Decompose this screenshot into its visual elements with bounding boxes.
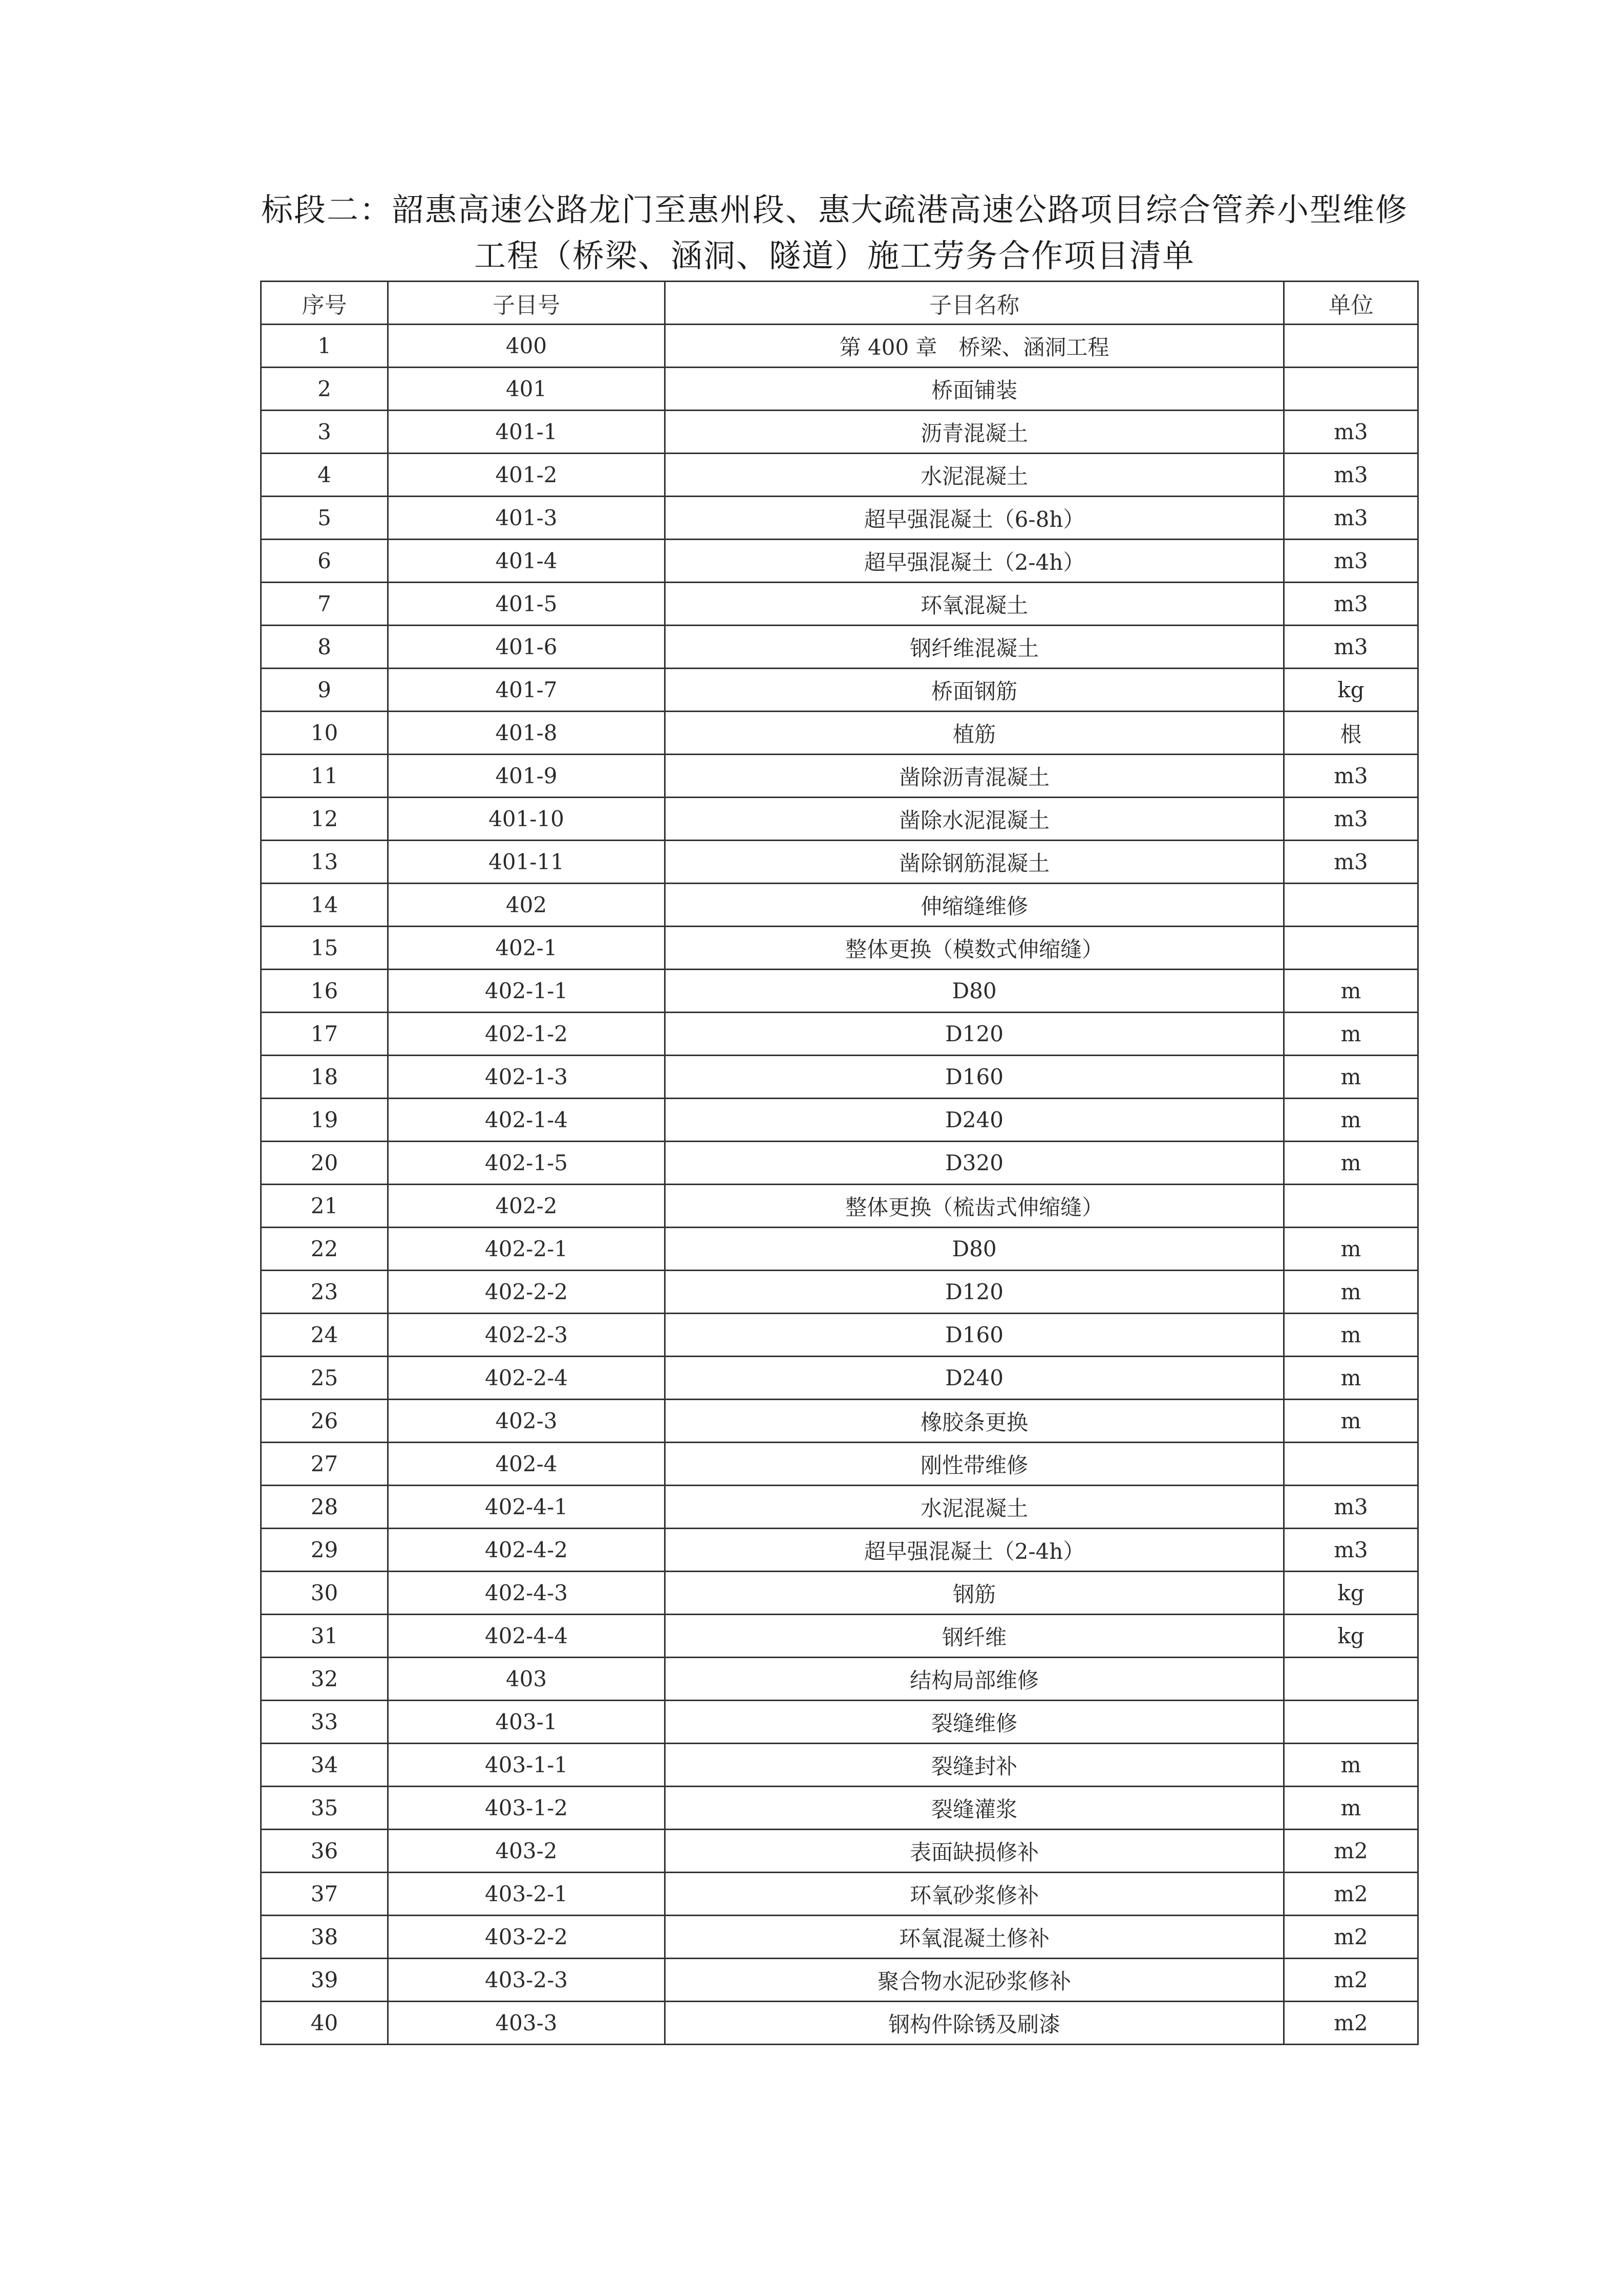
- cell-name: 裂缝封补: [665, 1744, 1284, 1787]
- table-row: [261, 1443, 1418, 1486]
- cell-code: 401-8: [388, 712, 665, 755]
- cell-seq: 17: [261, 1013, 388, 1056]
- cell-name: D80: [665, 1228, 1284, 1271]
- cell-code: 402-1-4: [388, 1099, 665, 1142]
- cell-unit: [1284, 1443, 1418, 1486]
- cell-seq: 2: [261, 368, 388, 411]
- table-row: [261, 841, 1418, 884]
- cell-name: 环氧混凝土: [665, 583, 1284, 626]
- cell-code: 401-9: [388, 755, 665, 798]
- table-row: [261, 1787, 1418, 1830]
- cell-seq: 21: [261, 1185, 388, 1228]
- cell-name: 裂缝灌浆: [665, 1787, 1284, 1830]
- cell-unit: kg: [1284, 1615, 1418, 1658]
- cell-unit: [1284, 884, 1418, 927]
- cell-code: 403-1: [388, 1701, 665, 1744]
- cell-unit: m3: [1284, 755, 1418, 798]
- cell-unit: m3: [1284, 497, 1418, 540]
- cell-name: D160: [665, 1314, 1284, 1357]
- cell-seq: 37: [261, 1873, 388, 1916]
- cell-unit: m: [1284, 1314, 1418, 1357]
- cell-seq: 7: [261, 583, 388, 626]
- table-row: [261, 497, 1418, 540]
- cell-name: 第 400 章 桥梁、涵洞工程: [665, 325, 1284, 368]
- table-row: [261, 1314, 1418, 1357]
- cell-name: 植筋: [665, 712, 1284, 755]
- table-row: [261, 1486, 1418, 1529]
- cell-unit: [1284, 1701, 1418, 1744]
- table-row: [261, 454, 1418, 497]
- cell-name: 刚性带维修: [665, 1443, 1284, 1486]
- cell-seq: 31: [261, 1615, 388, 1658]
- cell-unit: m3: [1284, 540, 1418, 583]
- cell-unit: m3: [1284, 583, 1418, 626]
- cell-unit: [1284, 325, 1418, 368]
- cell-unit: [1284, 1185, 1418, 1228]
- table-row: [261, 1701, 1418, 1744]
- cell-code: 400: [388, 325, 665, 368]
- cell-seq: 27: [261, 1443, 388, 1486]
- cell-unit: kg: [1284, 1572, 1418, 1615]
- cell-name: 凿除钢筋混凝土: [665, 841, 1284, 884]
- cell-unit: m2: [1284, 1873, 1418, 1916]
- cell-code: 402-1: [388, 927, 665, 970]
- cell-unit: [1284, 368, 1418, 411]
- cell-unit: m3: [1284, 411, 1418, 454]
- page-title: [241, 187, 1428, 279]
- cell-code: 402-2: [388, 1185, 665, 1228]
- cell-unit: m2: [1284, 2002, 1418, 2045]
- table-header: [261, 282, 1418, 325]
- table-row: [261, 1658, 1418, 1701]
- cell-seq: 40: [261, 2002, 388, 2045]
- table-row: [261, 583, 1418, 626]
- cell-unit: m: [1284, 970, 1418, 1013]
- cell-code: 403-1-2: [388, 1787, 665, 1830]
- cell-name: 整体更换（梳齿式伸缩缝）: [665, 1185, 1284, 1228]
- cell-unit: m2: [1284, 1830, 1418, 1873]
- table-row: [261, 1830, 1418, 1873]
- cell-code: 402-4: [388, 1443, 665, 1486]
- cell-seq: 3: [261, 411, 388, 454]
- cell-name: 钢纤维: [665, 1615, 1284, 1658]
- cell-name: 环氧混凝土修补: [665, 1916, 1284, 1959]
- cell-seq: 20: [261, 1142, 388, 1185]
- cell-name: 凿除沥青混凝土: [665, 755, 1284, 798]
- cell-code: 402-1-2: [388, 1013, 665, 1056]
- cell-code: 403-1-1: [388, 1744, 665, 1787]
- cell-code: 402-1-1: [388, 970, 665, 1013]
- cell-name: 钢筋: [665, 1572, 1284, 1615]
- cell-code: 402-2-2: [388, 1271, 665, 1314]
- table-row: [261, 1357, 1418, 1400]
- header-name: 子目名称: [665, 282, 1284, 325]
- cell-seq: 28: [261, 1486, 388, 1529]
- cell-unit: m: [1284, 1787, 1418, 1830]
- cell-unit: m: [1284, 1400, 1418, 1443]
- cell-name: 聚合物水泥砂浆修补: [665, 1959, 1284, 2002]
- cell-code: 402: [388, 884, 665, 927]
- table-row: [261, 1013, 1418, 1056]
- cell-unit: m: [1284, 1357, 1418, 1400]
- cell-seq: 30: [261, 1572, 388, 1615]
- cell-seq: 24: [261, 1314, 388, 1357]
- cell-name: 桥面铺装: [665, 368, 1284, 411]
- cell-code: 402-4-4: [388, 1615, 665, 1658]
- table-row: [261, 1185, 1418, 1228]
- table-row: [261, 1228, 1418, 1271]
- cell-unit: m3: [1284, 1529, 1418, 1572]
- cell-name: 超早强混凝土（6-8h）: [665, 497, 1284, 540]
- cell-code: 401-1: [388, 411, 665, 454]
- cell-name: 裂缝维修: [665, 1701, 1284, 1744]
- table-row: [261, 1744, 1418, 1787]
- cell-seq: 15: [261, 927, 388, 970]
- table-row: [261, 1572, 1418, 1615]
- cell-name: D240: [665, 1099, 1284, 1142]
- cell-unit: m3: [1284, 798, 1418, 841]
- cell-unit: m2: [1284, 1916, 1418, 1959]
- table-row: [261, 368, 1418, 411]
- header-unit: 单位: [1284, 282, 1418, 325]
- table-row: [261, 884, 1418, 927]
- page-title-line-1: 标段二：韶惠高速公路龙门至惠州段、惠大疏港高速公路项目综合管养小型维修: [261, 191, 1408, 228]
- cell-name: 伸缩缝维修: [665, 884, 1284, 927]
- cell-code: 403-3: [388, 2002, 665, 2045]
- cell-code: 402-2-4: [388, 1357, 665, 1400]
- cell-code: 402-2-1: [388, 1228, 665, 1271]
- cell-code: 402-4-3: [388, 1572, 665, 1615]
- table-row: [261, 1056, 1418, 1099]
- table-row: [261, 411, 1418, 454]
- cell-name: 水泥混凝土: [665, 454, 1284, 497]
- cell-unit: [1284, 927, 1418, 970]
- table-row: [261, 1271, 1418, 1314]
- cell-unit: m3: [1284, 454, 1418, 497]
- cell-seq: 29: [261, 1529, 388, 1572]
- cell-unit: m: [1284, 1056, 1418, 1099]
- item-list-table: [260, 281, 1419, 2045]
- table-row: [261, 1615, 1418, 1658]
- cell-seq: 38: [261, 1916, 388, 1959]
- cell-seq: 4: [261, 454, 388, 497]
- cell-unit: m: [1284, 1099, 1418, 1142]
- cell-seq: 6: [261, 540, 388, 583]
- cell-seq: 8: [261, 626, 388, 669]
- cell-seq: 1: [261, 325, 388, 368]
- cell-seq: 33: [261, 1701, 388, 1744]
- header-seq: 序号: [261, 282, 388, 325]
- cell-seq: 39: [261, 1959, 388, 2002]
- cell-name: 橡胶条更换: [665, 1400, 1284, 1443]
- cell-seq: 14: [261, 884, 388, 927]
- cell-seq: 10: [261, 712, 388, 755]
- cell-name: D240: [665, 1357, 1284, 1400]
- cell-seq: 26: [261, 1400, 388, 1443]
- cell-unit: m3: [1284, 1486, 1418, 1529]
- cell-seq: 32: [261, 1658, 388, 1701]
- cell-code: 401-2: [388, 454, 665, 497]
- cell-code: 402-4-2: [388, 1529, 665, 1572]
- table-row: [261, 798, 1418, 841]
- cell-seq: 18: [261, 1056, 388, 1099]
- cell-code: 401-5: [388, 583, 665, 626]
- cell-unit: m: [1284, 1744, 1418, 1787]
- cell-unit: m: [1284, 1142, 1418, 1185]
- cell-code: 401: [388, 368, 665, 411]
- cell-seq: 19: [261, 1099, 388, 1142]
- cell-code: 402-1-3: [388, 1056, 665, 1099]
- cell-name: 环氧砂浆修补: [665, 1873, 1284, 1916]
- table-row: [261, 325, 1418, 368]
- table-row: [261, 540, 1418, 583]
- cell-name: 凿除水泥混凝土: [665, 798, 1284, 841]
- cell-unit: 根: [1284, 712, 1418, 755]
- cell-code: 401-4: [388, 540, 665, 583]
- cell-name: D120: [665, 1271, 1284, 1314]
- cell-code: 402-4-1: [388, 1486, 665, 1529]
- cell-name: 超早强混凝土（2-4h）: [665, 540, 1284, 583]
- cell-code: 403-2-1: [388, 1873, 665, 1916]
- table-header-row: [261, 282, 1418, 325]
- cell-name: D160: [665, 1056, 1284, 1099]
- page-title-line-2: 工程（桥梁、涵洞、隧道）施工劳务合作项目清单: [474, 237, 1195, 274]
- table-row: [261, 2002, 1418, 2045]
- cell-seq: 23: [261, 1271, 388, 1314]
- cell-unit: m: [1284, 1013, 1418, 1056]
- cell-name: 超早强混凝土（2-4h）: [665, 1529, 1284, 1572]
- cell-name: 沥青混凝土: [665, 411, 1284, 454]
- cell-name: 结构局部维修: [665, 1658, 1284, 1701]
- cell-seq: 16: [261, 970, 388, 1013]
- cell-unit: m3: [1284, 841, 1418, 884]
- cell-code: 401-6: [388, 626, 665, 669]
- item-list-table-container: [260, 281, 1417, 2045]
- table-row: [261, 626, 1418, 669]
- cell-code: 402-2-3: [388, 1314, 665, 1357]
- cell-code: 401-10: [388, 798, 665, 841]
- cell-name: 整体更换（模数式伸缩缝）: [665, 927, 1284, 970]
- cell-code: 401-11: [388, 841, 665, 884]
- cell-code: 402-1-5: [388, 1142, 665, 1185]
- cell-unit: [1284, 1658, 1418, 1701]
- cell-code: 403-2-3: [388, 1959, 665, 2002]
- cell-seq: 5: [261, 497, 388, 540]
- table-row: [261, 712, 1418, 755]
- cell-name: 水泥混凝土: [665, 1486, 1284, 1529]
- table-row: [261, 1529, 1418, 1572]
- table-row: [261, 970, 1418, 1013]
- cell-code: 402-3: [388, 1400, 665, 1443]
- cell-unit: m3: [1284, 626, 1418, 669]
- cell-name: 钢纤维混凝土: [665, 626, 1284, 669]
- cell-unit: kg: [1284, 669, 1418, 712]
- table-row: [261, 1959, 1418, 2002]
- cell-code: 403: [388, 1658, 665, 1701]
- cell-seq: 36: [261, 1830, 388, 1873]
- cell-unit: m2: [1284, 1959, 1418, 2002]
- cell-seq: 25: [261, 1357, 388, 1400]
- table-row: [261, 1873, 1418, 1916]
- table-row: [261, 927, 1418, 970]
- cell-unit: m: [1284, 1228, 1418, 1271]
- cell-seq: 34: [261, 1744, 388, 1787]
- header-code: 子目号: [388, 282, 665, 325]
- cell-seq: 12: [261, 798, 388, 841]
- cell-unit: m: [1284, 1271, 1418, 1314]
- cell-name: 表面缺损修补: [665, 1830, 1284, 1873]
- cell-code: 401-7: [388, 669, 665, 712]
- table-row: [261, 1916, 1418, 1959]
- cell-code: 403-2: [388, 1830, 665, 1873]
- cell-seq: 35: [261, 1787, 388, 1830]
- table-row: [261, 1142, 1418, 1185]
- table-row: [261, 1400, 1418, 1443]
- cell-code: 401-3: [388, 497, 665, 540]
- cell-name: 钢构件除锈及刷漆: [665, 2002, 1284, 2045]
- table-row: [261, 1099, 1418, 1142]
- cell-seq: 9: [261, 669, 388, 712]
- table-body: [261, 325, 1418, 2045]
- table-row: [261, 755, 1418, 798]
- table-row: [261, 669, 1418, 712]
- cell-seq: 13: [261, 841, 388, 884]
- cell-name: 桥面钢筋: [665, 669, 1284, 712]
- cell-seq: 22: [261, 1228, 388, 1271]
- cell-code: 403-2-2: [388, 1916, 665, 1959]
- cell-name: D80: [665, 970, 1284, 1013]
- cell-seq: 11: [261, 755, 388, 798]
- cell-name: D320: [665, 1142, 1284, 1185]
- cell-name: D120: [665, 1013, 1284, 1056]
